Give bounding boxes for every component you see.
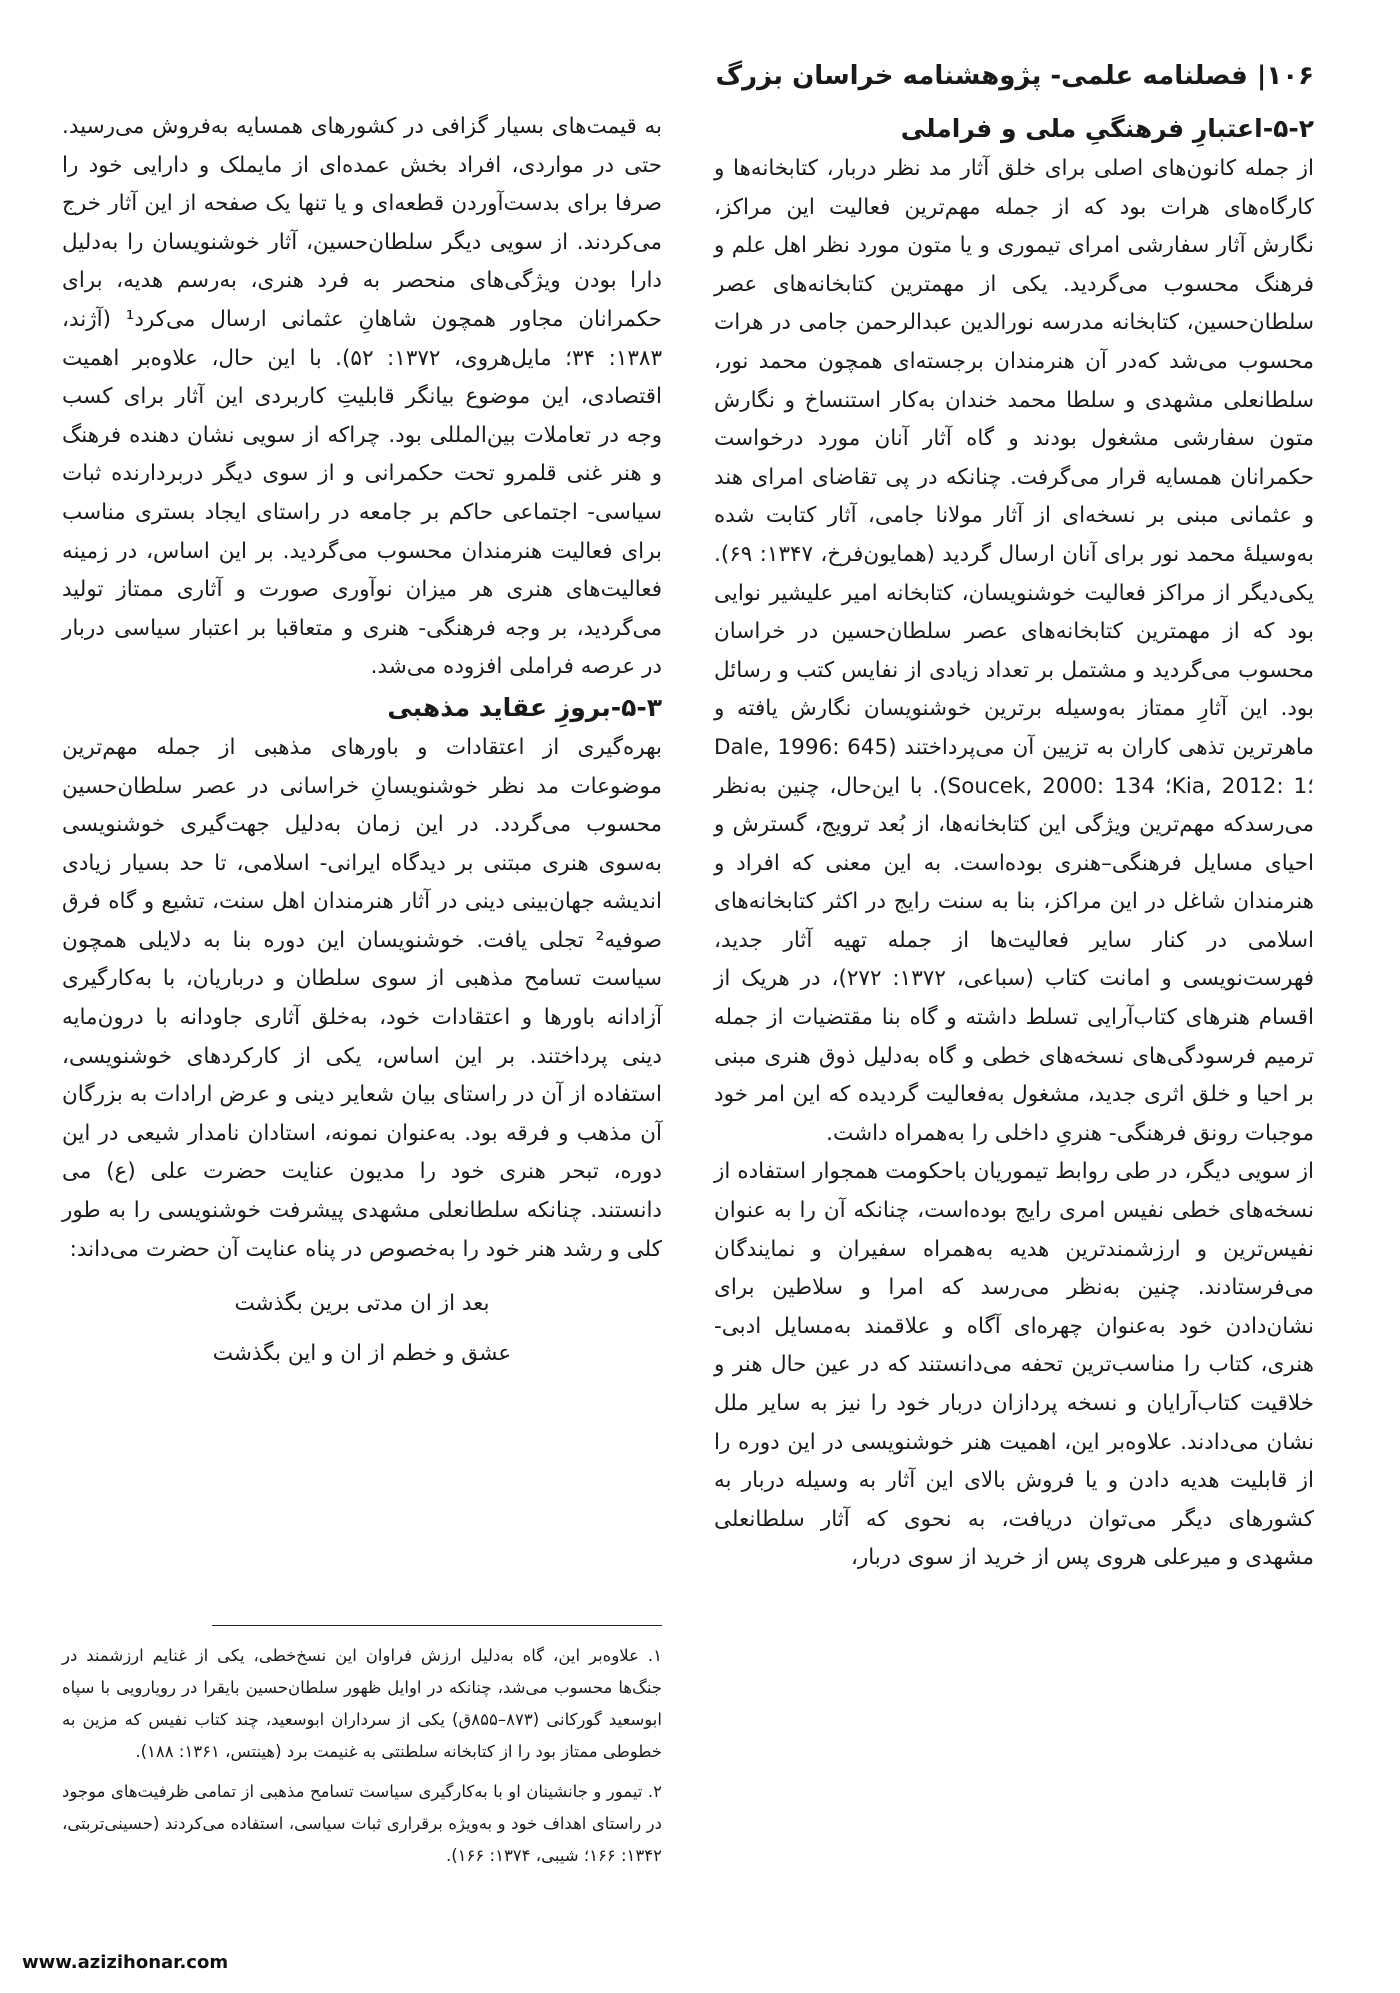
section-title-cultural-credibility: ۵-۲-اعتبارِ فرهنگیِ ملی و فراملی xyxy=(900,114,1314,143)
body-paragraph: به قیمت‌های بسیار گزافی در کشورهای همسایه به‌فروش می‌رسید. حتی در مواردی، افراد بخش عمده‌ای از مایملک و دارایی خود را صرفا برای بدست‌آوردن قطعه‌ای و یا تنها یک صفحه از این آثار خرج می‌کردند. از سویی دیگر سلطان‌حسین، آثار خوشنویسان را به‌دلیل دارا بودن ویژگی‌های منحصر به فرد هنری، به‌رسم هدیه، برای حکمرانان مجاور همچون شاهانِ عثمانی ارسال می‌کرد¹ (آژند، ۱۳۸۳: ۳۴؛ مایل‌هروی، ۱۳۷۲: ۵۲). با این حال، علاوه‌بر اهمیت اقتصادی، این موضوع بیانگر قابلیتِ کاربردی این آثار برای کسب وجه در تعاملات بین‌المللی بود. چراکه از سویی نشان دهنده فرهنگ و هنر غنی قلمرو تحت حکمرانی و از سوی دیگر دربردارنده ثبات سیاسی- اجتماعی حاکم بر جامعه در راستای ایجاد بستری مناسب برای فعالیت هنرمندان محسوب می‌گردید. بر این اساس، در زمینه فعالیت‌های هنری هر میزان نوآوری صورت و آثاری ممتاز تولید می‌گردید، بر وجه فرهنگی- هنری و متعاقبا بر اعتبار سیاسی دربار در عرصه فراملی افزوده می‌شد. xyxy=(62,114,663,680)
website-link[interactable]: www.azizihonar.com xyxy=(22,1952,229,1973)
body-paragraph: از جمله کانون‌های اصلی برای خلق آثار مد نظر دربار، کتابخانه‌ها و کارگاه‌های هرات بود که از جمله مهم‌ترین فعالیت این مراکز، نگارش آثار سفارشی امرای تیموری و یا متون مورد نظر اهل علم و فرهنگ محسوب می‌گردید. یکی از مهمترین کتابخانه‌های عصر سلطان‌حسین، کتابخانه مدرسه نورالدین عبدالرحمن جامی در هرات محسوب می‌شد که‌در آن هنرمندان برجسته‌ای همچون محمد نور، سلطانعلی مشهدی و سلطا محمد خندان به‌کار استنساخ و نگارش متون سفارشی مشغول بودند و گاه آثار آنان مورد درخواست حکمرانان همسایه قرار می‌گرفت. چنانکه در پی تقاضای امرای هند و عثمانی مبنی بر نسخه‌ای از آثار مولانا جامی، آثار کتابت شده به‌وسیلۀ محمد نور برای آنان ارسال گردید (همایون‌فرخ، ۱۳۴۷: ۶۹). یکی‌دیگر از مراکز فعالیت خوشنویسان، کتابخانه امیر علیشیر نوایی بود که از مهمترین کتابخانه‌های عصر سلطان‌حسین در خراسان محسوب می‌گردید و مشتمل بر تعداد زیادی از نفایس کتب و رسائل بود. این آثارِ ممتاز به‌وسیله برترین خوشنویسان نگارش یافته و ماهرترین تذهی کاران به تزیین آن می‌پرداختند (Dale, 1996: 645 ؛Kia, 2012: 1؛ Soucek, 2000: 134). با این‌حال، چنین به‌نظر می‌رسد‌که مهم‌ترین ویژگی این کتابخانه‌ها، از بُعد ترویج، گسترش و احیای مسایل فرهنگی–هنری بوده‌است. به این معنی که افراد و هنرمندان شاغل در این مراکز، بنا به سنت رایج در اکثر کتابخانه‌های اسلامی در کنار سایر فعالیت‌ها از جمله تهیه آثار جدید، فهرست‌نویسی و امانت کتاب (سباعی، ۱۳۷۲: ۲۷۲)، در هریک از اقسام هنرهای کتاب‌آرایی تسلط داشته و گاه بنا مقتضیات از جمله ترمیم فرسودگی‌های نسخه‌های خطی و گاه به‌دلیل ذوق هنری مبنی بر احیا و خلق اثری جدید، مشغول به‌فعالیت گردیده که این امر خود موجبات رونق فرهنگی- هنریِ داخلی را به‌همراه داشت. xyxy=(714,156,1315,1146)
poem xyxy=(62,1279,662,1379)
footnotes xyxy=(62,1640,662,1880)
body-paragraph: از سویی دیگر، در طی روابط تیموریان باحکومت همجوار استفاده از نسخه‌های خطی نفیس امری رایج بوده‌است، چنانکه آن را به عنوان نفیس‌ترین و ارزشمندترین هدیه به‌همراه سفیران و نمایندگان می‌فرستادند. چنین به‌نظر می‌رسد که امرا و سلاطین برای نشان‌دادن خود به‌عنوان چهره‌ای آگاه و علاقمند به‌مسایل ادبی- هنری، کتاب را مناسب‌ترین تحفه می‌دانستند که در عین حال هنر و خلاقیت کتاب‌آرایان و نسخه پردازان دربار خود را نیز به سایر ملل نشان می‌دادند. علاوه‌بر این، اهمیت هنر خوشنویسی در این دوره را از قابلیت هدیه دادن و یا فروش بالای این آثار به وسیله دربار به کشورهای دیگر می‌توان دریافت، به نحوی که آثار سلطانعلی مشهدی و میرعلی هروی پس از خرید از سوی دربار، xyxy=(714,1159,1314,1571)
footnote: ۲. تیمور و جانشینان او با به‌کارگیری سیاست تسامح مذهبی از تمامی ظرفیت‌های موجود در راستای اهداف خود و به‌ویژه برقراری ثبات سیاسی، استفاده می‌کردند (حسینی‌تربتی، ۱۳۴۲: ۱۶۶؛ شیبی، ۱۳۷۴: ۱۶۶). xyxy=(62,1782,662,1865)
left-column xyxy=(62,108,662,1379)
body-paragraph: بهره‌گیری از اعتقادات و باورهای مذهبی از جمله مهم‌ترین موضوعات مد نظر خوشنویسانِ خراسانی در عصر سلطان‌حسین محسوب می‌گردد. در این زمان به‌دلیل جهت‌گیری خوشنویسی به‌سوی هنری مبتنی بر دیدگاه ایرانی- اسلامی، تا حد بسیار زیادی اندیشه جهان‌بینی دینی در آثار هنرمندان اهل سنت، تشیع و گاه فرق صوفیه² تجلی یافت. خوشنویسان این دوره بنا به دلایلی همچون سیاست تسامح مذهبی از سوی سلطان و درباریان، با به‌کارگیری آزادانه باورها و اعتقادات خود، به‌خلق آثاری جاودانه با درون‌مایه دینی پرداختند. بر این اساس، یکی از کارکردهای خوشنویسی، استفاده از آن در راستای بیان شعایر دینی و عرض ارادات به بزرگان آن مذهب و فرقه بود. به‌عنوان نمونه، استادان نامدار شیعی در این دوره، تبحر هنری خود را مدیون عنایت حضرت علی (ع) می دانستند. چنانکه سلطانعلی مشهدی پیشرفت خوشنویسی را به طور کلی و رشد هنر خود را به‌خصوص در پناه عنایت آن حضرت می‌داند: xyxy=(62,734,662,1262)
poem-line: بعد از ان مدتی برین بگذشت xyxy=(234,1291,490,1317)
poem-line: عشق و خطم از ان و این بگذشت xyxy=(212,1341,512,1367)
footnote: ۱. علاوه‌بر این، گاه به‌دلیل ارزش فراوان این نسخ‌خطی، یکی از غنایم ارزشمند در جنگ‌ها محسوب می‌شد، چنانکه در اوایل ظهور سلطان‌حسین بایقرا در رویارویی با سپاه ابوسعید گورکانی (۸۷۳–۸۵۵ق) یکی از سرداران ابوسعید، چند کتاب نفیس که مزین به خطوطی ممتاز بود را از کتابخانه سلطنتی به غنیمت برد (هینتس، ۱۳۶۱: ۱۸۸). xyxy=(62,1646,662,1761)
section-title-religious-beliefs: ۵-۳-بروزِ عقاید مذهبی xyxy=(387,692,662,722)
right-column xyxy=(714,108,1314,1578)
footnote-divider xyxy=(212,1625,662,1626)
journal-header: ۱۰۶| فصلنامه علمی- پژوهشنامه خراسان بزرگ xyxy=(715,61,1314,91)
